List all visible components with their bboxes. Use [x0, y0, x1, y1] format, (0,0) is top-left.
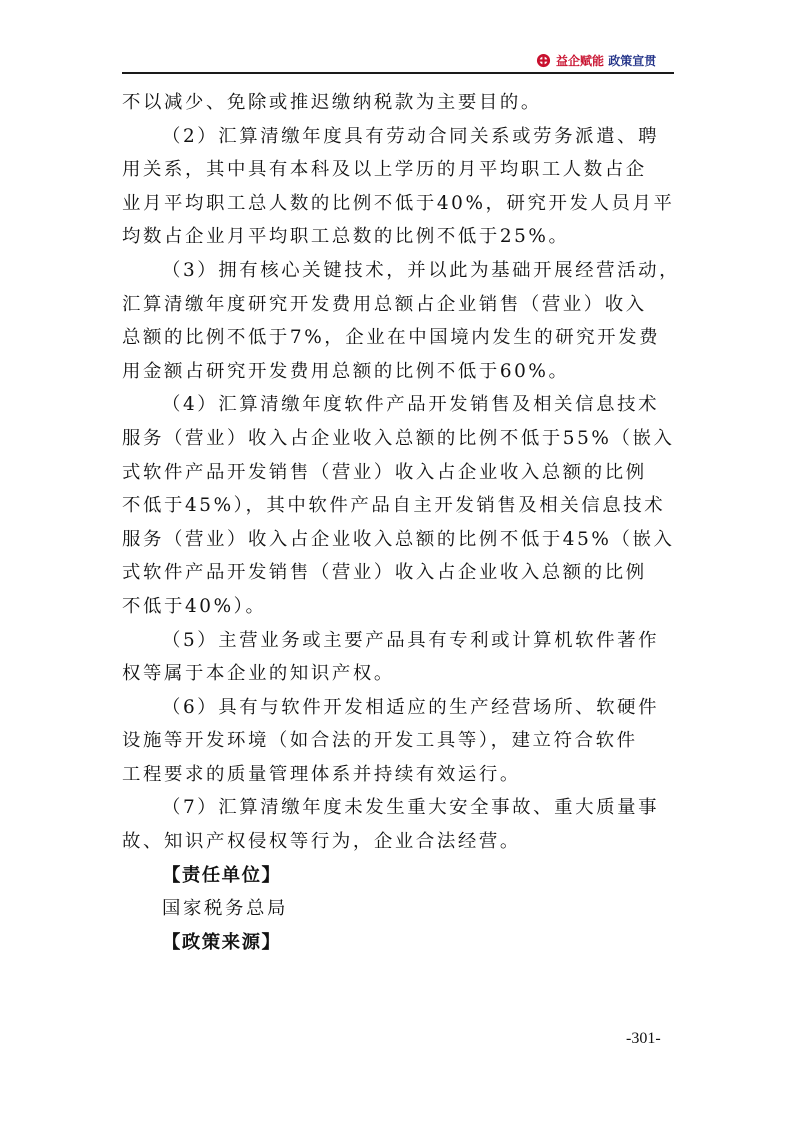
- body-line: 权等属于本企业的知识产权。: [122, 663, 395, 685]
- item-3-line: （3）拥有核心关键技术，并以此为基础开展经营活动，: [162, 259, 681, 281]
- body-line: 不低于40%）。: [122, 595, 267, 617]
- brand-secondary: 政策宣贯: [608, 53, 657, 68]
- document-body: [122, 86, 681, 959]
- body-line: 不低于45%），其中软件产品自主开发销售及相关信息技术: [122, 495, 666, 517]
- body-line: 均数占企业月平均职工总数的比例不低于25%。: [122, 226, 570, 248]
- item-4-line: （4）汇算清缴年度软件产品开发销售及相关信息技术: [162, 394, 660, 416]
- body-line: 故、知识产权侵权等行为，企业合法经营。: [122, 831, 521, 853]
- body-line: 式软件产品开发销售（营业）收入占企业收入总额的比例: [122, 461, 647, 483]
- responsible-unit: 国家税务总局: [162, 898, 288, 920]
- body-line: 用关系，其中具有本科及以上学历的月平均职工人数占企: [122, 159, 647, 181]
- body-line: 设施等开发环境（如合法的开发工具等），建立符合软件: [122, 730, 638, 752]
- body-line: 业月平均职工总人数的比例不低于40%，研究开发人员月平: [122, 192, 675, 214]
- body-line: 用金额占研究开发费用总额的比例不低于60%。: [122, 360, 570, 382]
- body-line: 不以减少、免除或推迟缴纳税款为主要目的。: [122, 92, 542, 113]
- red-circle-emblem-icon: [536, 53, 551, 68]
- body-line: 服务（营业）收入占企业收入总额的比例不低于45%（嵌入: [122, 528, 675, 550]
- body-line: 式软件产品开发销售（营业）收入占企业收入总额的比例: [122, 562, 647, 584]
- header-brand: [536, 52, 656, 68]
- body-line: 汇算清缴年度研究开发费用总额占企业销售（营业）收入: [122, 293, 647, 315]
- item-2-line: （2）汇算清缴年度具有劳动合同关系或劳务派遣、聘: [162, 125, 660, 147]
- item-7-line: （7）汇算清缴年度未发生重大安全事故、重大质量事: [162, 797, 660, 819]
- page-number: -301-: [626, 1030, 661, 1047]
- body-line: 工程要求的质量管理体系并持续有效运行。: [122, 763, 521, 785]
- item-6-line: （6）具有与软件开发相适应的生产经营场所、软硬件: [162, 696, 660, 718]
- brand-text: [556, 52, 656, 69]
- item-5-line: （5）主营业务或主要产品具有专利或计算机软件著作: [162, 629, 660, 651]
- responsible-heading: 【责任单位】: [162, 864, 282, 886]
- header-rule: [122, 72, 674, 74]
- body-line: 总额的比例不低于7%，企业在中国境内发生的研究开发费: [122, 327, 661, 349]
- source-heading: 【政策来源】: [162, 931, 282, 953]
- brand-primary: 益企赋能: [556, 53, 605, 68]
- body-line: 服务（营业）收入占企业收入总额的比例不低于55%（嵌入: [122, 427, 675, 449]
